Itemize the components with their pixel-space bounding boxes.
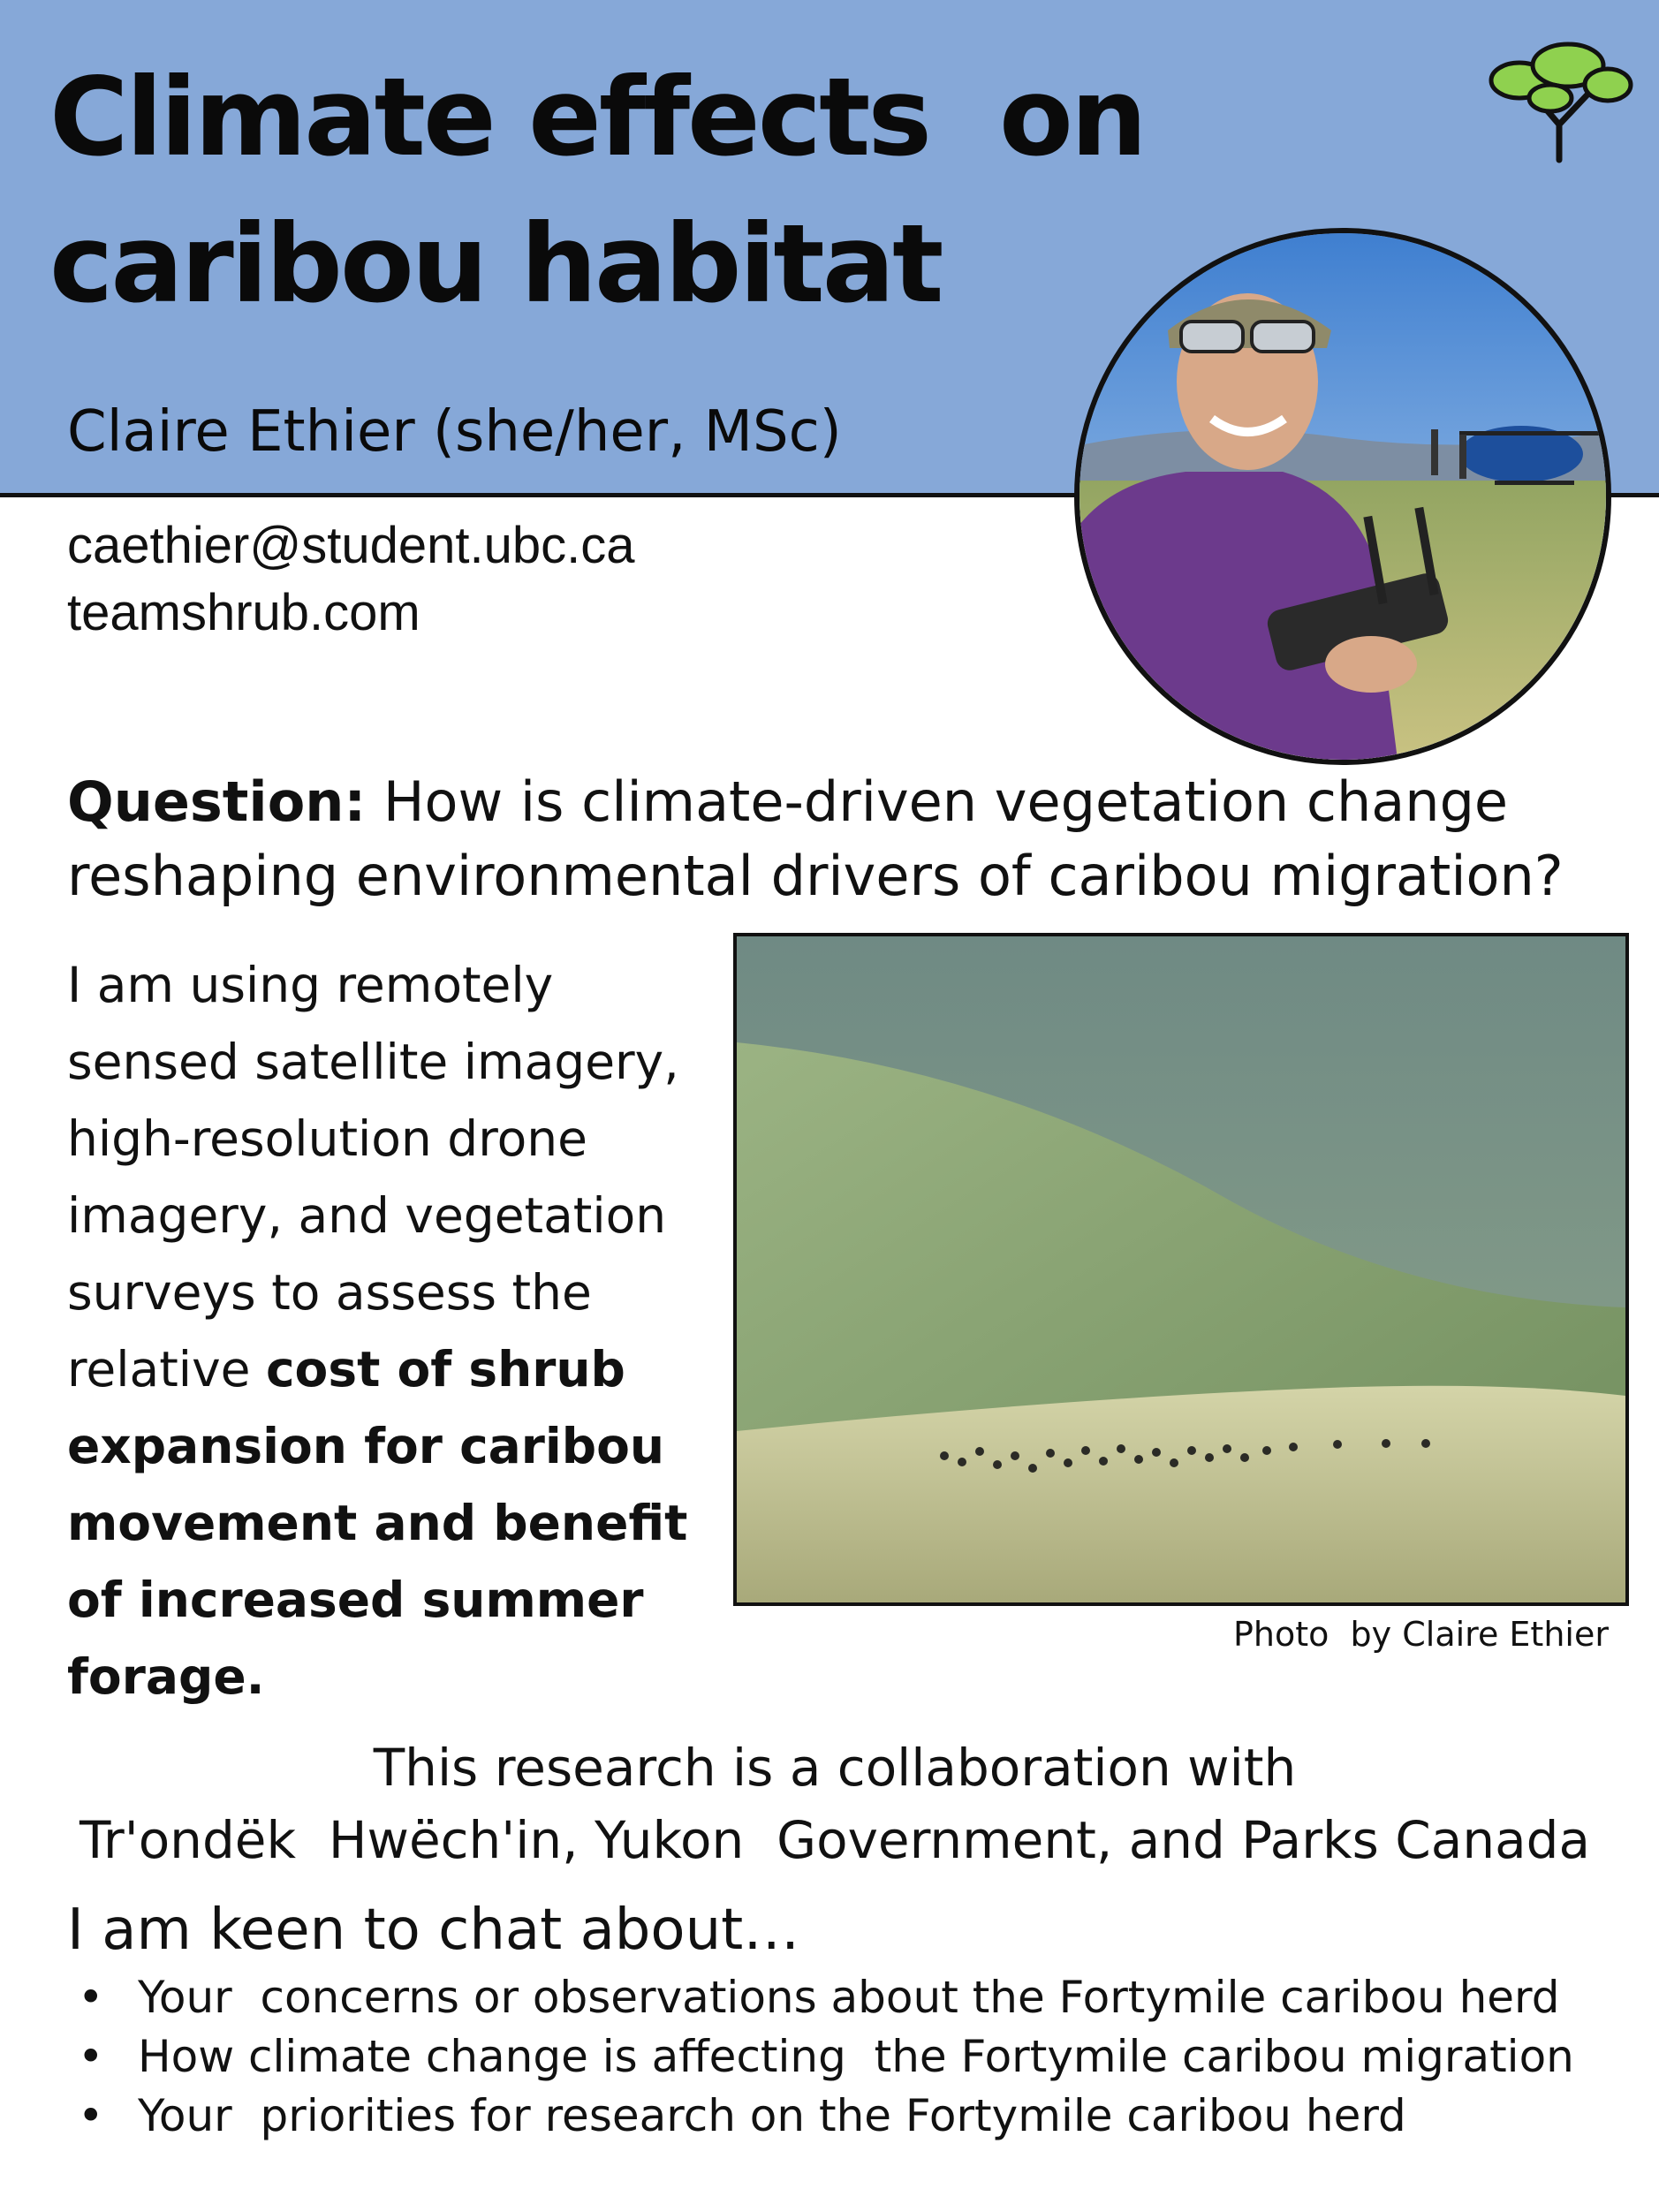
methods-paragraph: [67, 947, 739, 1716]
list-item: [71, 2027, 1574, 2087]
photo-credit: Photo by Claire Ethier: [1233, 1615, 1609, 1654]
chat-heading: I am keen to chat about…: [67, 1898, 800, 1963]
research-question: [67, 765, 1648, 913]
methods-text: I am using remotely sensed satellite imagery, high-resolution drone imagery, and vegetation surveys to assess the relative: [67, 957, 679, 1398]
collaboration-line-2: Tr'ondëk Hwëch'in, Yukon Government, and Parks Canada: [80, 1810, 1590, 1870]
landscape-illustration: [737, 936, 1625, 1602]
list-item: [71, 1968, 1574, 2027]
poster-title: [49, 44, 1145, 337]
portrait-illustration: [1079, 233, 1606, 760]
author-name: Claire Ethier (she/her, MSc): [67, 399, 842, 465]
methods-emphasis: cost of shrub expansion for caribou movement and benefit of increased summer forage.: [67, 1341, 688, 1705]
list-item-text: Your priorities for research on the Fortymile caribou herd: [138, 2090, 1406, 2141]
chat-topics-list: [71, 1968, 1574, 2146]
email-address: caethier@student.ubc.ca: [67, 517, 635, 574]
shrub-tree-icon: [1484, 32, 1634, 164]
question-label: Question:: [67, 769, 367, 834]
list-item: [71, 2087, 1574, 2146]
list-item-text: Your concerns or observations about the Fortymile caribou herd: [138, 1972, 1560, 2023]
collaboration-statement: [35, 1731, 1634, 1876]
caribou-herd-photo: [733, 933, 1629, 1606]
website: teamshrub.com: [67, 584, 420, 641]
list-item-text: How climate change is affecting the Fortymile caribou migration: [138, 2031, 1574, 2082]
bullet-icon: •: [78, 2031, 104, 2082]
bullet-icon: •: [78, 2090, 104, 2141]
question-text: How is climate-driven vegetation change reshaping environmental drivers of caribou migration?: [67, 769, 1564, 908]
portrait-photo: [1074, 228, 1611, 765]
title-line-2: caribou habitat: [49, 201, 942, 327]
collaboration-line-1: This research is a collaboration with: [373, 1738, 1297, 1798]
title-line-1: Climate effects on: [49, 55, 1145, 180]
contact-info: [67, 512, 634, 647]
bullet-icon: •: [78, 1972, 104, 2023]
